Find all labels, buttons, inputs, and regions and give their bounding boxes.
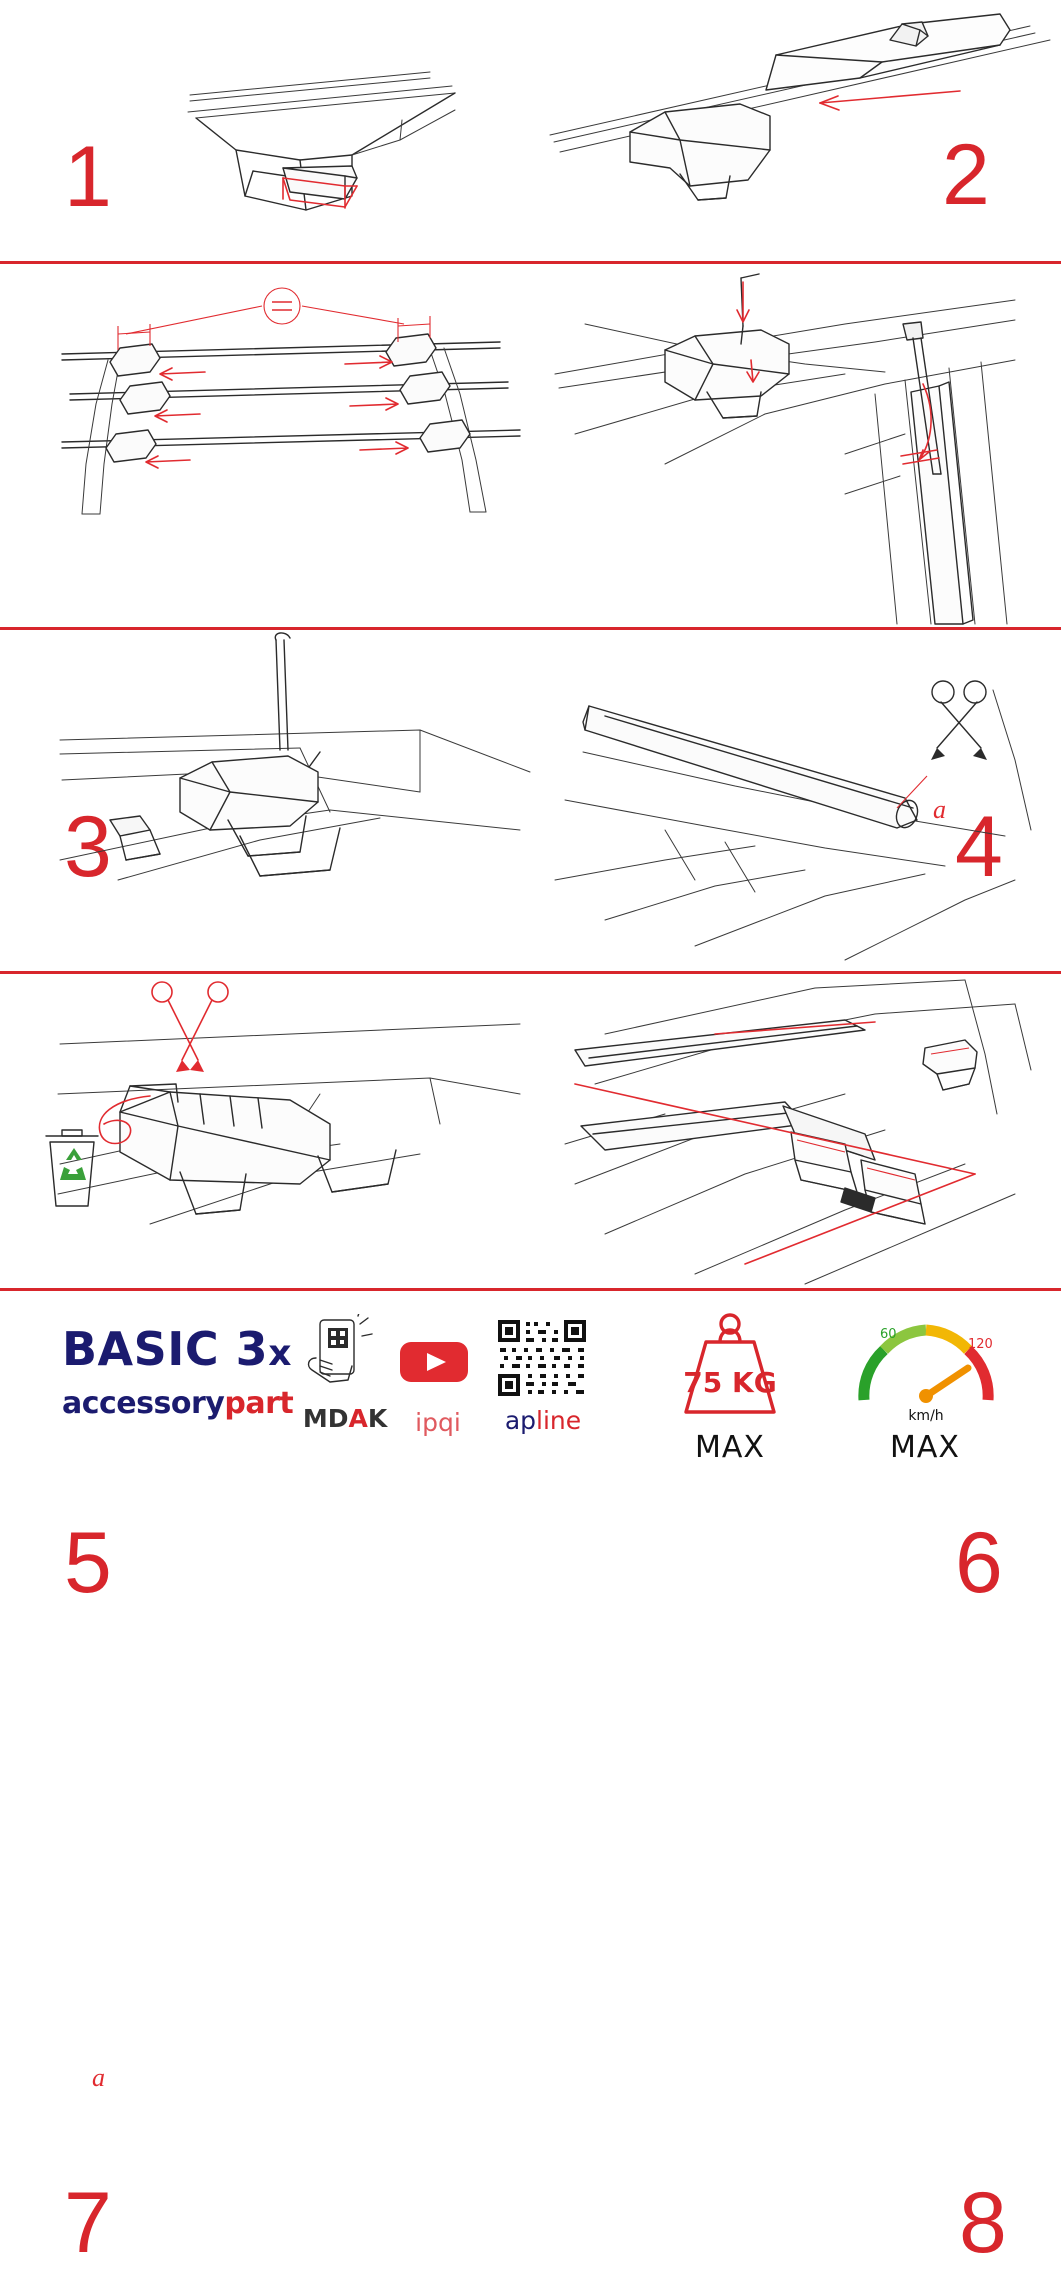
part-label-a-step6: a (933, 795, 946, 824)
step-4-illustration (545, 264, 1061, 627)
step-number-4: 4 (955, 799, 1001, 895)
logo-ipqi[interactable] (398, 1402, 478, 1437)
brand-name-part2: part (224, 1386, 294, 1421)
max-load-value: 75 KG (683, 1366, 777, 1399)
step-number-6: 6 (955, 1515, 1001, 1611)
qr-code-icon (494, 1316, 590, 1400)
max-speed-block (840, 1304, 1010, 1465)
scissors-icon-red (152, 982, 228, 1072)
max-speed-caption: MAX (890, 1430, 960, 1465)
hand-phone-qr-icon (286, 1314, 404, 1398)
step-panel-1 (0, 0, 530, 261)
speedometer-icon (840, 1304, 1010, 1428)
max-load-block (650, 1308, 810, 1465)
brand-block (62, 1322, 322, 1421)
speed-unit: km/h (908, 1408, 944, 1424)
step-5-illustration (0, 630, 545, 971)
step-number-2: 2 (942, 127, 988, 223)
logo-mdak[interactable] (286, 1314, 404, 1433)
step-number-5: 5 (64, 1515, 110, 1611)
max-load-caption: MAX (695, 1430, 765, 1465)
logo-apline[interactable] (478, 1316, 608, 1435)
product-model (62, 1322, 322, 1376)
brand-name (62, 1386, 322, 1421)
logo-mdak-label: MDAK (302, 1404, 388, 1433)
logo-youtube[interactable] (398, 1336, 478, 1388)
svg-text:60: 60 (880, 1327, 897, 1342)
footer (0, 1290, 1061, 1500)
part-label-a-step7: a (92, 2063, 105, 2092)
step-number-7: 7 (64, 2175, 110, 2271)
step-number-8: 8 (959, 2175, 1005, 2271)
weight-icon (650, 1308, 810, 1428)
step-panel-4 (545, 264, 1061, 895)
recycle-bin-icon (46, 1130, 98, 1206)
step-panel-3 (0, 264, 545, 895)
youtube-play-icon (398, 1336, 470, 1388)
logo-apline-label: apline (504, 1406, 582, 1435)
step-8-illustration (545, 974, 1061, 1288)
step-panel-2 (530, 0, 1061, 261)
product-model-text: BASIC 3 (62, 1322, 269, 1376)
step-7-illustration (0, 974, 545, 1288)
step-6-illustration (545, 630, 1061, 971)
product-model-suffix: x (268, 1333, 292, 1374)
step-number-1: 1 (64, 129, 110, 225)
svg-text:120: 120 (968, 1337, 993, 1352)
step-number-3: 3 (64, 799, 110, 895)
logo-ipqi-label: ipqi (415, 1408, 461, 1437)
brand-name-part1: accessory (62, 1386, 225, 1421)
step-3-illustration (0, 264, 545, 627)
scissors-icon (931, 681, 987, 760)
